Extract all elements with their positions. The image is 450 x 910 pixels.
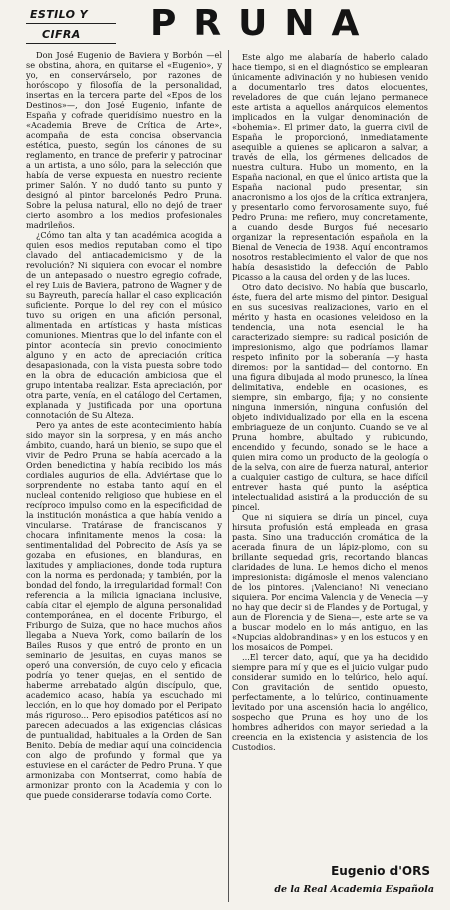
left-column xyxy=(26,50,222,800)
author-affiliation: de la Real Academia Española xyxy=(274,884,434,895)
kicker-rule-top xyxy=(26,23,116,24)
paragraph: ...El tercer dato, aquí, que ya ha decidido siempre para mí y que es el juicio vulgar pudo considerar sumido en lo telúrico, helo aquí. Con gravitación de sentido opuesto, perfectamente, a lo telúrico, continuamente levitado por una ascensión hacia lo angélico, sospecho que Pruna es hoy uno de los hombres adheridos con mayor seriedad a la creencia en la existencia y asistencia de los Custodios. xyxy=(232,652,428,752)
right-column xyxy=(232,52,428,752)
section-kicker-bottom: CIFRA xyxy=(42,28,81,41)
paragraph: Que ni siquiera se diría un pincel, cuya hirsuta profusión está empleada en grasa pasta. Sino una traducción cromática de la acerada finura de un lápiz-plomo, con su brillante sequedad gris, recortando blancas claridades de luna. Le hemos dicho el menos impresionista: digámosle el menos valenciano de los pintores. ¡Valenciano! Ni veneciano siquiera. Por encima Valencia y de Venecia —y no hay que decir si de Flandes y de Portugal, y aun de Florencia y de Siena—, este arte se va a buscar modelo en lo más antiguo, en las «Nupcias aldobrandinas» y en los estucos y en los mosaicos de Pompei. xyxy=(232,512,428,652)
paragraph: ¿Cómo tan alta y tan académica acogida a quien esos medios reputaban como el tipo clavado del antiacademicismo y de la revolución? Ni siquiera con evocar el nombre de un antepasado o nuestro egregio cofrade, el rey Luis de Baviera, patrono de Wagner y de su Bayreuth, parecía hallar el caso explicación suficiente. Porque lo del rey con el músico tuvo su origen en una afición personal, alimentada en artísticas y hasta místicas comuniones. Mientras que lo del infante con el pintor acontecía sin previo conocimiento alguno y en acto de apreciación crítica desapasionada, con la vista puesta sobre todo en la obra de educación ambiciosa que el grupo intentaba realizar. Esta apreciación, por otra parte, venía, en el catálogo del Certamen, explanada y justificada por una oportuna connotación de Su Alteza. xyxy=(26,230,222,420)
author-signature: Eugenio d'ORS xyxy=(331,864,430,878)
paragraph: Don José Eugenio de Baviera y Borbón —el se obstina, ahora, en quitarse el «Eugenio», y yo, en conservárselo, por razones de horóscopo y filosofía de la personalidad, insertas en la tercera parte del «Epos de los Destinos»—, don José Eugenio, infante de España y cofrade queridísimo nuestro en la «Academia Breve de Crítica de Arte», acompaña de esta concisa observancia estética, puesto, según los cánones de su reglamento, en trance de preferir y patrocinar a un artista, a uno sólo, para la selección que había de verse expuesta en nuestro reciente primer Salón. Y no dudó tanto su punto y designó al pintor barcelonés Pedro Pruna. Sobre la pelusa natural, ello no dejó de traer cierto asombro a los medios profesionales madrileños. xyxy=(26,50,222,230)
section-kicker-top: ESTILO Y xyxy=(30,8,88,21)
kicker-rule-bottom xyxy=(26,43,116,44)
article-title: PRUNA xyxy=(150,3,377,44)
column-divider xyxy=(228,50,229,902)
paragraph: Este algo me alabaría de haberlo calado hace tiempo, si en el diagnóstico se emplearan únicamente adivinación y no hubiesen venido a documentarlo tres datos elocuentes, reveladores de que cuán lejano permanece este artista a aquellos anárquicos elementos implicados en la vulgar denominación de «bohemia». El primer dato, la guerra civil de España le proporcionó, inmediatamente asequible a quienes se aplicaron a salvar, a través de ella, los gérmenes delicados de nuestra cultura. Hubo un momento, en la España nacional, en que el único artista que la España nacional pudo presentar, sin anacronismo a los ojos de la crítica extranjera, y presentarlo como fervorosamente suyo, fué Pedro Pruna: me refiero, muy concretamente, a cuando desde Burgos fué necesario organizar la representación española en la Bienal de Venecia de 1938. Aquí encontramos nosotros restablecimiento el valor de que nos había desasistido la defección de Pablo Picasso a la causa del orden y de las luces. xyxy=(232,52,428,282)
paragraph: Pero ya antes de este acontecimiento había sido mayor sin la sorpresa, y en más ancho ámbito, cuando, hará un bienio, se supo que el vivir de Pedro Pruna se había acercado a la Orden benedictina y había recibido los más cordiales augurios de ella. Adviértase que lo sorprendente no estaba tanto aquí en el nucleal contenido religioso que hubiese en el recíproco impulso como en la especificidad de la institución monástica a que había venido a vincularse. Tratárase de franciscanos y chocara infinitamente menos la cosa: la sentimentalidad del Pobrecito de Asís ya se gozaba en efusiones, en blanduras, en laxitudes y ampliaciones, donde toda ruptura con la norma es perdonada; y también, por la bondad del fondo, la irregularidad formal! Con referencia a la milicia ignaciana inclusive, cabía citar el ejemplo de alguna personalidad contemporánea, en el docente Friburgo, el Friburgo de Suiza, que no hace muchos años llegaba a Nueva York, como bailarín de los Bailes Rusos y que entró de pronto en un seminario de jesuitas, en cuyas manos se operó una conversión, de cuyo celo y eficacia podría yo tener quejas, en el sentido de haberme arrebatado algún discípulo, que, academico acaso, había ya escuchado mi lección, en lo que hoy domado por el Peripato más riguroso... Pero episodios patéticos así no parecen adecuados a las exigencias clásicas de puntualidad, habituales a la Orden de San Benito. Debía de mediar aquí una coincidencia con algo de profundo y formal que ya estuviese en el carácter de Pedro Pruna. Y que armonizaba con Montserrat, como había de armonizar pronto con la Academia y con lo que puede considerarse todavía como Corte. xyxy=(26,420,222,800)
paragraph: Otro dato decisivo. No había que buscarlo, éste, fuera del arte mismo del pintor. Desigual en sus sucesivas realizaciones, vario en el mérito y hasta en ocasiones veleidoso en la tendencia, una nota esencial le ha caracterizado siempre: su radical posición de impresionismo, algo que podríamos llamar respeto infinito por la soberanía —y hasta diremos: por la santidad— del contorno. En una figura dibujada al modo prunesco, la línea delimitativa, endeble en ocasiones, es siempre, sin embargo, fija; y no consiente ninguna inmersión, ninguna confusión del objeto individualizado por ella en la escena embriagueze de un conjunto. Cuando se ve al Pruna hombre, abultado y rubicundo, encendido y fecundo, sonado se le hace a quien mira como un producto de la geología o de la selva, con aire de fuerza natural, anterior a cualquier castigo de cultura, se hace difícil entrever hasta qué punto la aséptica intelectualidad asistirá a la producción de su pincel. xyxy=(232,282,428,512)
